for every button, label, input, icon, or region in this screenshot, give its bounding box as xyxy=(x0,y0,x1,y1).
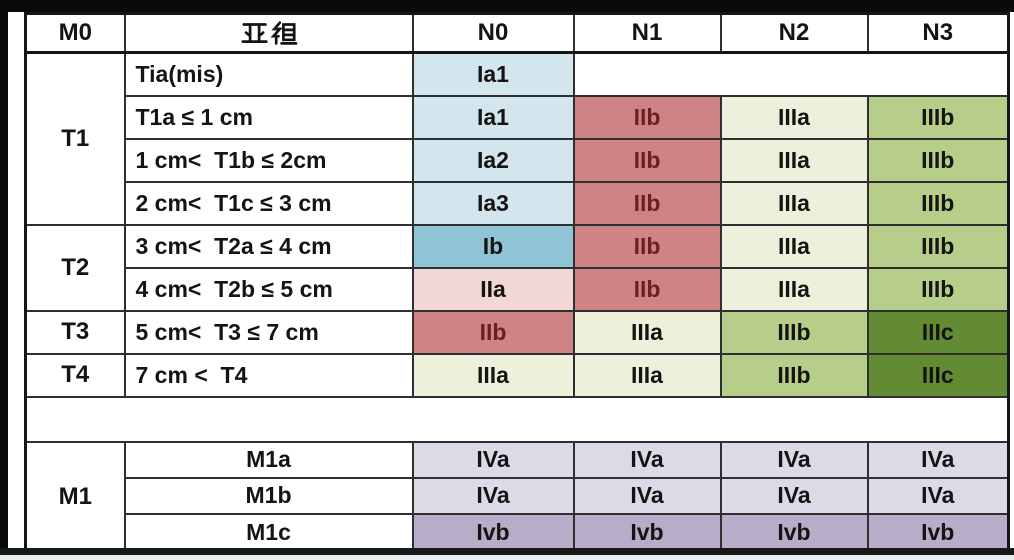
subgroup-label: Tia(mis) xyxy=(125,53,413,96)
stage-cell: Ivb xyxy=(868,514,1009,553)
stage-cell: IIIa xyxy=(721,182,868,225)
stage-cell: IIb xyxy=(413,311,574,354)
subgroup-label: 1 cm< T1b ≤ 2cm xyxy=(125,139,413,182)
stage-cell: IVa xyxy=(868,442,1009,478)
subgroup-label: 5 cm< T3 ≤ 7 cm xyxy=(125,311,413,354)
subgroup-label: 7 cm < T4 xyxy=(125,354,413,397)
stage-cell: Ia1 xyxy=(413,96,574,139)
table-row-m1b xyxy=(26,478,1009,514)
group-label-t3: T3 xyxy=(26,311,125,354)
group-label-t1: T1 xyxy=(26,53,125,225)
subgroup-cjk-glyphs xyxy=(240,20,298,47)
stage-cell: IIa xyxy=(413,268,574,311)
stage-cell: IIb xyxy=(574,139,721,182)
left-black-strip xyxy=(0,0,8,555)
table-row-m1a xyxy=(26,442,1009,478)
subgroup-label: M1b xyxy=(125,478,413,514)
header-n1: N1 xyxy=(574,14,721,53)
stage-cell: IVa xyxy=(413,442,574,478)
subgroup-label: T1a ≤ 1 cm xyxy=(125,96,413,139)
stage-cell: IIIa xyxy=(721,96,868,139)
stage-cell: IIIb xyxy=(868,96,1009,139)
stage-cell: IIIa xyxy=(721,268,868,311)
header-n0: N0 xyxy=(413,14,574,53)
stage-cell: IIIc xyxy=(868,311,1009,354)
stage-cell: IIIc xyxy=(868,354,1009,397)
stage-cell: IIIb xyxy=(721,311,868,354)
table-row-t2a xyxy=(26,225,1009,268)
stage-cell: Ia3 xyxy=(413,182,574,225)
bottom-dark-band xyxy=(0,548,1014,555)
stage-cell: Ia1 xyxy=(413,53,574,96)
table-row-t4 xyxy=(26,354,1009,397)
header-subgroup xyxy=(125,14,413,53)
subgroup-label: 3 cm< T2a ≤ 4 cm xyxy=(125,225,413,268)
subgroup-label: 4 cm< T2b ≤ 5 cm xyxy=(125,268,413,311)
stage-cell: IIb xyxy=(574,96,721,139)
table-row-t1b xyxy=(26,139,1009,182)
stage-cell: IIIa xyxy=(413,354,574,397)
stage-cell: Ia2 xyxy=(413,139,574,182)
table-row-t1a xyxy=(26,96,1009,139)
stage-cell: IIb xyxy=(574,182,721,225)
header-n2: N2 xyxy=(721,14,868,53)
top-black-bar xyxy=(0,0,1014,12)
tnm-staging-table xyxy=(24,12,1010,554)
header-n3: N3 xyxy=(868,14,1009,53)
stage-cell: IIIb xyxy=(868,225,1009,268)
subgroup-label: M1a xyxy=(125,442,413,478)
table-row-t1c xyxy=(26,182,1009,225)
header-row xyxy=(26,14,1009,53)
stage-cell: IVa xyxy=(574,478,721,514)
subgroup-label: M1c xyxy=(125,514,413,553)
subgroup-label: 2 cm< T1c ≤ 3 cm xyxy=(125,182,413,225)
stage-cell: IIb xyxy=(574,268,721,311)
table-row-tis xyxy=(26,53,1009,96)
stage-cell: IIIa xyxy=(574,311,721,354)
group-label-t4: T4 xyxy=(26,354,125,397)
stage-cell: IIIa xyxy=(721,225,868,268)
stage-cell: IIIb xyxy=(868,182,1009,225)
stage-cell: Ivb xyxy=(413,514,574,553)
stage-cell: Ivb xyxy=(721,514,868,553)
table-row-m1c xyxy=(26,514,1009,553)
table-row-t2b xyxy=(26,268,1009,311)
stage-cell: Ib xyxy=(413,225,574,268)
spacer-cell xyxy=(26,397,1009,442)
empty-stage-region xyxy=(574,53,1009,96)
stage-cell: IVa xyxy=(721,478,868,514)
stage-cell: IIIa xyxy=(574,354,721,397)
spacer-row xyxy=(26,397,1009,442)
header-m0: M0 xyxy=(26,14,125,53)
bottom-light-strip xyxy=(0,555,1014,560)
stage-cell: IIIb xyxy=(868,139,1009,182)
table-row-t3 xyxy=(26,311,1009,354)
stage-cell: IIIb xyxy=(868,268,1009,311)
stage-cell: IVa xyxy=(574,442,721,478)
stage-cell: IIIb xyxy=(721,354,868,397)
group-label-m1: M1 xyxy=(26,442,125,553)
group-label-t2: T2 xyxy=(26,225,125,311)
stage-cell: IVa xyxy=(413,478,574,514)
stage-cell: Ivb xyxy=(574,514,721,553)
stage-cell: IVa xyxy=(868,478,1009,514)
stage-cell: IIIa xyxy=(721,139,868,182)
stage-cell: IIb xyxy=(574,225,721,268)
stage-cell: IVa xyxy=(721,442,868,478)
